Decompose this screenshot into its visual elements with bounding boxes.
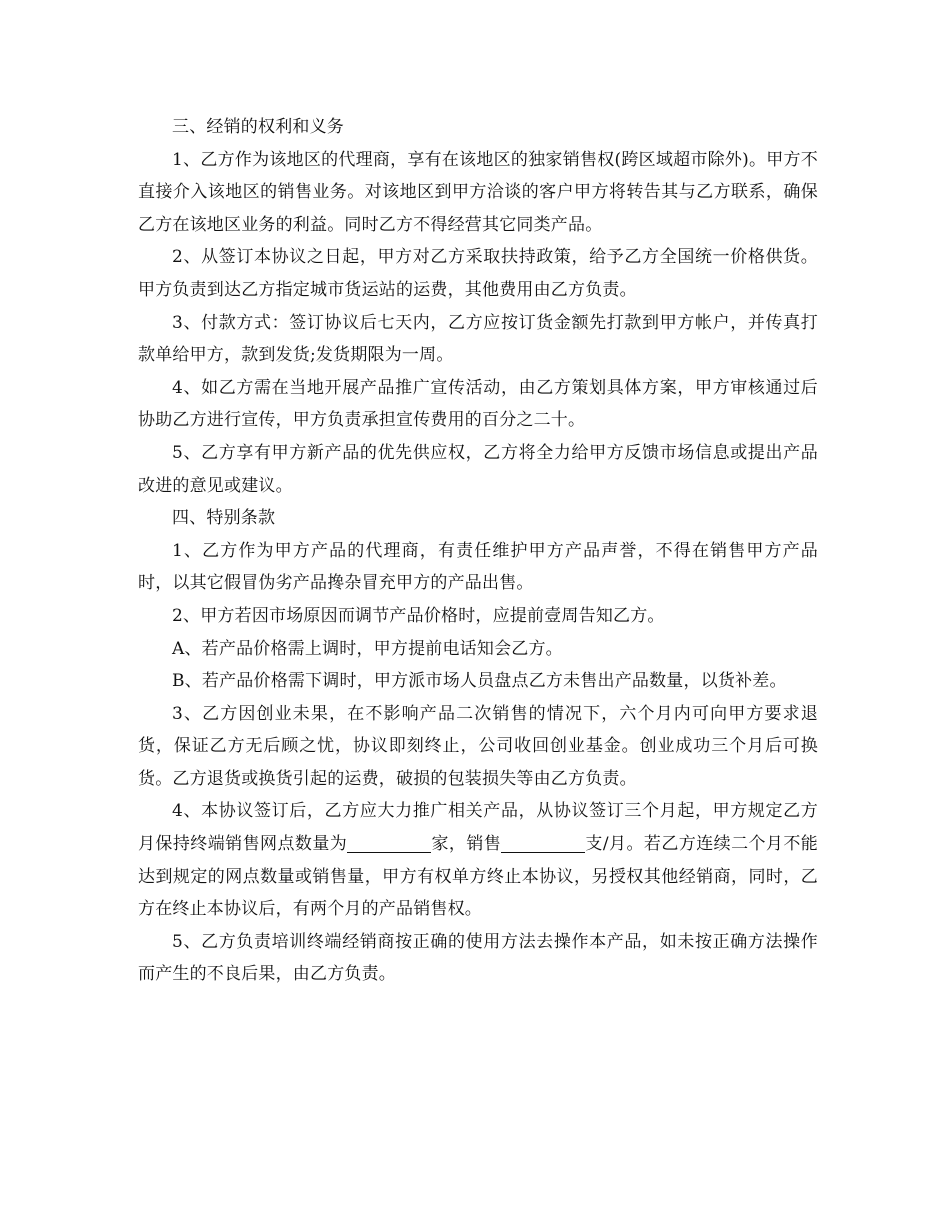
clause-4-4-part2: 家，销售 — [431, 834, 502, 855]
clause-4-5: 5、乙方负责培训终端经销商按正确的使用方法去操作本产品，如未按正确方法操作而产生的不良后果，由乙方负责。 — [138, 931, 818, 985]
section-heading-rights: 三、经销的权利和义务 — [172, 117, 344, 137]
clause-4-1: 1、乙方作为甲方产品的代理商，有责任维护甲方产品声誉，不得在销售甲方产品时，以其它假冒伪劣产品搀杂冒充甲方的产品出售。 — [138, 540, 818, 594]
document-page — [138, 111, 818, 991]
clause-4-4 — [138, 795, 818, 925]
sales-volume-blank — [501, 834, 585, 853]
clause-3-1: 1、乙方作为该地区的代理商，享有在该地区的独家销售权(跨区域超市除外)。甲方不直接介入该地区的销售业务。对该地区到甲方洽谈的客户甲方将转告其与乙方联系，确保乙方在该地区业务的利益。同时乙方不得经营其它同类产品。 — [138, 149, 818, 235]
clause-3-5: 5、乙方享有甲方新产品的优先供应权，乙方将全力给甲方反馈市场信息或提出产品改进的意见或建议。 — [138, 442, 818, 496]
clause-3-2: 2、从签订本协议之日起，甲方对乙方采取扶持政策，给予乙方全国统一价格供货。甲方负责到达乙方指定城市货运站的运费，其他费用由乙方负责。 — [138, 247, 818, 300]
clause-4-2-b: B、若产品价格需下调时，甲方派市场人员盘点乙方未售出产品数量，以货补差。 — [172, 671, 787, 692]
clause-4-4-part1: 4、本协议签订后，乙方应大力推广相关产品，从协议签订三个月起，甲方规定乙方月保持终端销售网点数量为 — [138, 801, 818, 855]
clause-4-4-part3: 支/月。若乙方连续二个月不能达到规定的网点数量或销售量，甲方有权单方终止本协议，另授权其他经销商，同时，乙方在终止本协议后，有两个月的产品销售权。 — [138, 834, 819, 920]
clause-3-3: 3、付款方式：签订协议后七天内，乙方应按订货金额先打款到甲方帐户，并传真打款单给甲方，款到发货;发货期限为一周。 — [138, 312, 818, 366]
section-heading-special: 四、特别条款 — [172, 508, 276, 529]
clause-4-2: 2、甲方若因市场原因而调节产品价格时，应提前壹周告知乙方。 — [172, 605, 665, 626]
clause-4-3: 3、乙方因创业未果，在不影响产品二次销售的情况下，六个月内可向甲方要求退货，保证乙方无后顾之忧，协议即刻终止，公司收回创业基金。创业成功三个月后可换货。乙方退货或换货引起的运费，破损的包装损失等由乙方负责。 — [138, 703, 818, 789]
outlet-count-blank — [347, 834, 431, 853]
clause-4-2-a: A、若产品价格需上调时，甲方提前电话知会乙方。 — [172, 638, 563, 659]
clause-3-4: 4、如乙方需在当地开展产品推广宣传活动，由乙方策划具体方案，甲方审核通过后协助乙方进行宣传，甲方负责承担宣传费用的百分之二十。 — [138, 377, 818, 431]
